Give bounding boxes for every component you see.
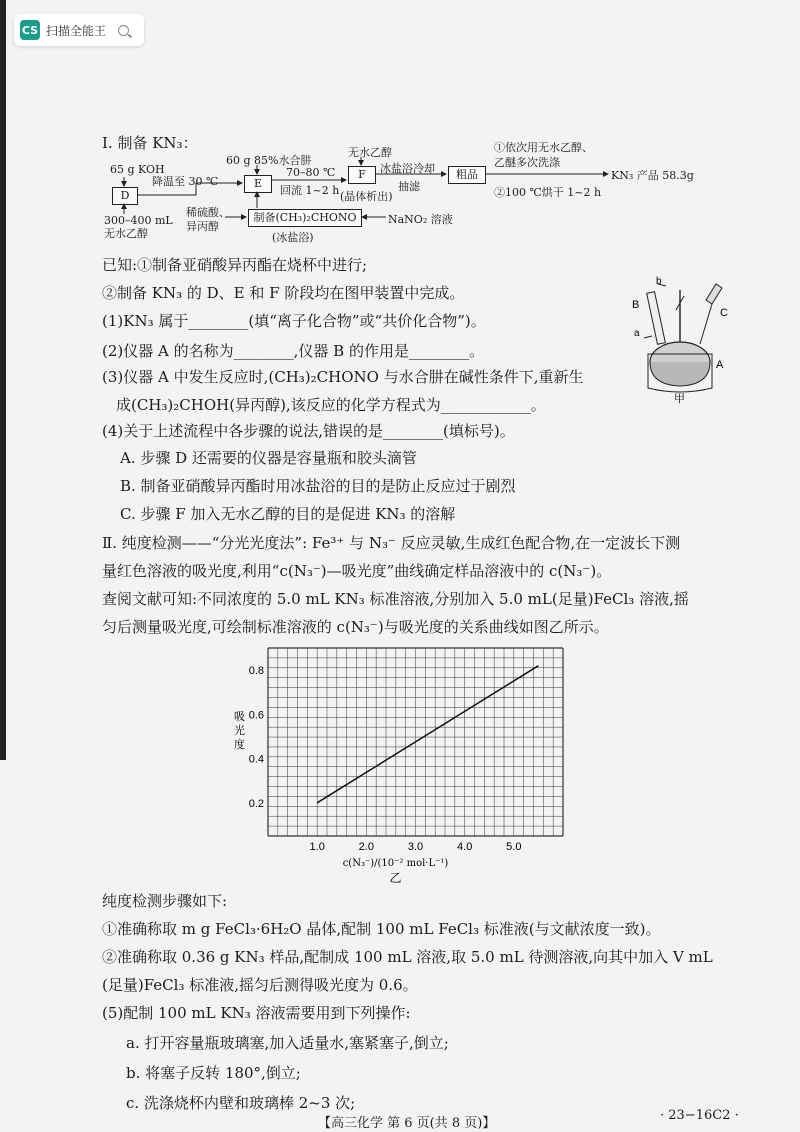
y-tick-label: 0.2 [248, 797, 264, 810]
apparatus-caption: 甲 [674, 392, 685, 405]
app-title: 扫描全能王 [46, 23, 107, 38]
x-tick-label: 5.0 [506, 841, 522, 853]
apparatus-label-B: B [632, 299, 640, 311]
section2-line4: 匀后测量吸光度,可绘制标准溶液的 c(N₃⁻)与吸光度的关系曲线如图乙所示。 [102, 618, 609, 636]
page-footer: 【高三化学 第 6 页(共 8 页)】 [318, 1116, 496, 1131]
y-tick-label: 0.4 [248, 753, 264, 766]
section2-line1: Ⅱ. 纯度检测——“分光光度法”: Fe³⁺ 与 N₃⁻ 反应灵敏,生成红色配合物,在一定波长下测 [102, 534, 681, 552]
flow-f-top: 无水乙醇 [348, 146, 392, 159]
flow-arrow-f-p-top: 冰盐浴冷却 [380, 162, 435, 175]
apparatus-diagram [620, 270, 730, 405]
flow-box-e: E [244, 175, 272, 193]
apparatus-label-A: A [716, 359, 724, 371]
flow-wash-label: ①依次用无水乙醇、 乙醚多次洗涤 [494, 141, 593, 169]
page-code: · 23−16C2 · [660, 1108, 739, 1123]
cs-logo-icon: CS [20, 20, 40, 40]
flow-dry-label: ②100 ℃烘干 1~2 h [494, 186, 602, 199]
flow-arrow-e-f-bottom: 回流 1~2 h [280, 184, 340, 197]
flow-arrow-d-e-label: 降温至 30 ℃ [152, 175, 219, 188]
flow-arrow-f-p-bottom: 抽滤 [398, 180, 420, 193]
question-1: (1)KN₃ 属于________(填“离子化合物”或“共价化合物”)。 [102, 312, 486, 330]
known-1: 已知:①制备亚硝酸异丙酯在烧杯中进行; [102, 256, 368, 274]
y-tick-label: 0.8 [248, 665, 264, 678]
apparatus-label-b: b [656, 276, 662, 287]
flow-box-d: D [112, 187, 138, 205]
flow-nano2: NaNO₂ 溶液 [388, 213, 453, 226]
flow-box-crude: 粗品 [448, 166, 486, 184]
x-tick-label: 4.0 [457, 841, 473, 853]
absorbance-chart [220, 640, 600, 885]
section2-line3: 查阅文献可知:不同浓度的 5.0 mL KN₃ 标准溶液,分别加入 5.0 mL(足量)FeCl₃ 溶液,摇 [102, 590, 689, 608]
question-2: (2)仪器 A 的名称为________,仪器 B 的作用是________。 [102, 342, 484, 360]
chart-xlabel: c(N₃⁻)/(10⁻² mol·L⁻¹) [342, 858, 449, 869]
flow-prep-bottom: (冰盐浴) [272, 231, 314, 244]
option-b: B. 制备亚硝酸异丙酯时用冰盐浴的目的是防止反应过于剧烈 [120, 477, 516, 495]
y-tick-label: 0.6 [248, 709, 264, 722]
x-tick-label: 2.0 [358, 841, 374, 853]
known-2: ②制备 KN₃ 的 D、E 和 F 阶段均在图甲装置中完成。 [102, 284, 465, 302]
step-2-line2: (足量)FeCl₃ 标准液,摇匀后测得吸光度为 0.6。 [102, 976, 418, 994]
option-c: C. 步骤 F 加入无水乙醇的目的是促进 KN₃ 的溶解 [120, 505, 456, 523]
question-5: (5)配制 100 mL KN₃ 溶液需要用到下列操作: [102, 1004, 411, 1022]
flow-left-reagents: 稀硫酸、 异丙醇 [186, 206, 230, 233]
flow-arrow-e-f-top: 70–80 ℃ [286, 166, 336, 179]
flow-box-f: F [348, 166, 376, 184]
flow-product: KN₃ 产品 58.3g [611, 169, 694, 182]
flow-d-top: 65 g KOH [110, 163, 165, 176]
flow-arrows [0, 0, 800, 260]
question-4: (4)关于上述流程中各步骤的说法,错误的是________(填标号)。 [102, 422, 515, 440]
flow-f-bottom: (晶体析出) [340, 190, 393, 203]
flow-e-top: 60 g 85%水合肼 [226, 154, 312, 167]
operation-b: b. 将塞子反转 180°,倒立; [126, 1064, 301, 1082]
question-3-line1: (3)仪器 A 中发生反应时,(CH₃)₂CHONO 与水合肼在碱性条件下,重新生 [102, 368, 584, 386]
flow-box-prep: 制备(CH₃)₂CHONO [248, 209, 362, 227]
x-tick-label: 1.0 [309, 841, 325, 853]
option-a: A. 步骤 D 还需要的仪器是容量瓶和胶头滴管 [120, 449, 417, 467]
apparatus-label-a: a [634, 328, 640, 339]
flow-d-bottom: 300–400 mL 无水乙醇 [104, 214, 173, 240]
apparatus-label-C: C [720, 307, 728, 319]
series-line [317, 666, 538, 803]
question-3-line2: 成(CH₃)₂CHOH(异丙醇),该反应的化学方程式为____________。 [116, 396, 546, 414]
step-2-line1: ②准确称取 0.36 g KN₃ 样品,配制成 100 mL 溶液,取 5.0 mL 待测溶液,向其中加入 V mL [102, 948, 713, 966]
steps-title: 纯度检测步骤如下: [102, 892, 228, 910]
step-1: ①准确称取 m g FeCl₃·6H₂O 晶体,配制 100 mL FeCl₃ 标准液(与文献浓度一致)。 [102, 920, 661, 938]
section1-heading: Ⅰ. 制备 KN₃： [102, 134, 198, 152]
operation-c: c. 洗涤烧杯内壁和玻璃棒 2~3 次; [126, 1094, 356, 1112]
chart-caption: 乙 [389, 871, 402, 885]
operation-a: a. 打开容量瓶玻璃塞,加入适量水,塞紧塞子,倒立; [126, 1034, 449, 1052]
x-tick-label: 3.0 [407, 841, 424, 853]
section2-line2: 量红色溶液的吸光度,利用“c(N₃⁻)—吸光度”曲线确定样品溶液中的 c(N₃⁻)。 [102, 562, 612, 580]
chart-ylabel: 吸光度 [234, 710, 245, 751]
